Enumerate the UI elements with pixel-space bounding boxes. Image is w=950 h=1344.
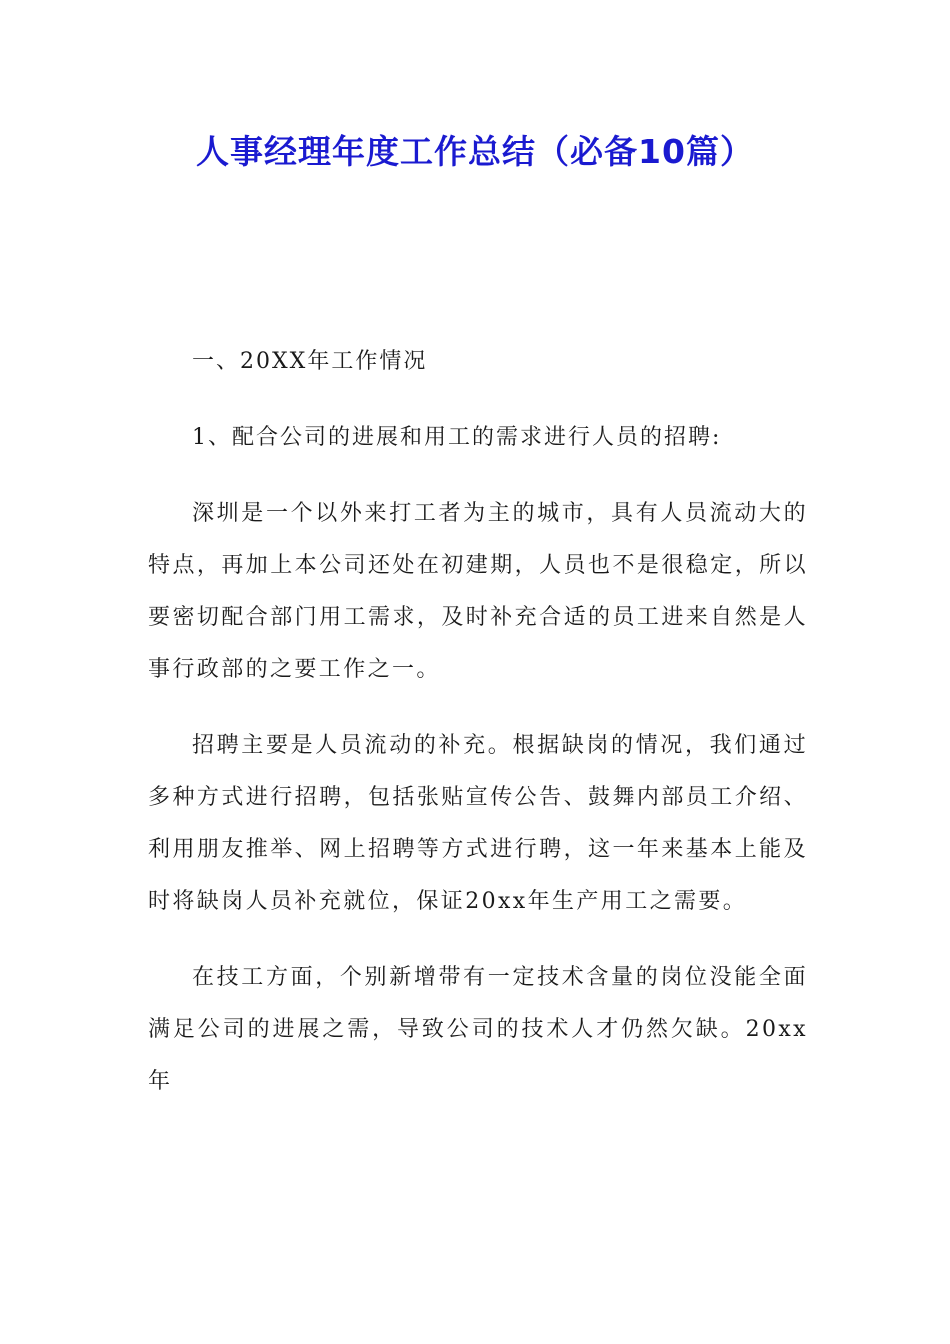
document-title: 人事经理年度工作总结（必备10篇） (196, 132, 754, 171)
document-body (148, 336, 808, 1132)
paragraph: 深圳是一个以外来打工者为主的城市，具有人员流动大的特点，再加上本公司还处在初建期，人员也不是很稳定，所以要密切配合部门用工需求，及时补充合适的员工进来自然是人事行政部的之要工作之一。 (148, 501, 808, 682)
subsection-heading: 1、配合公司的进展和用工的需求进行人员的招聘: (192, 425, 722, 450)
paragraph: 招聘主要是人员流动的补充。根据缺岗的情况，我们通过多种方式进行招聘，包括张贴宣传公告、鼓舞内部员工介绍、利用朋友推举、网上招聘等方式进行聘，这一年来基本上能及时将缺岗人员补充就位，保证20xx年生产用工之需要。 (148, 733, 808, 914)
paragraph: 在技工方面，个别新增带有一定技术含量的岗位没能全面满足公司的进展之需，导致公司的技术人才仍然欠缺。20xx年 (148, 965, 808, 1094)
section-heading: 一、20XX年工作情况 (192, 349, 428, 374)
